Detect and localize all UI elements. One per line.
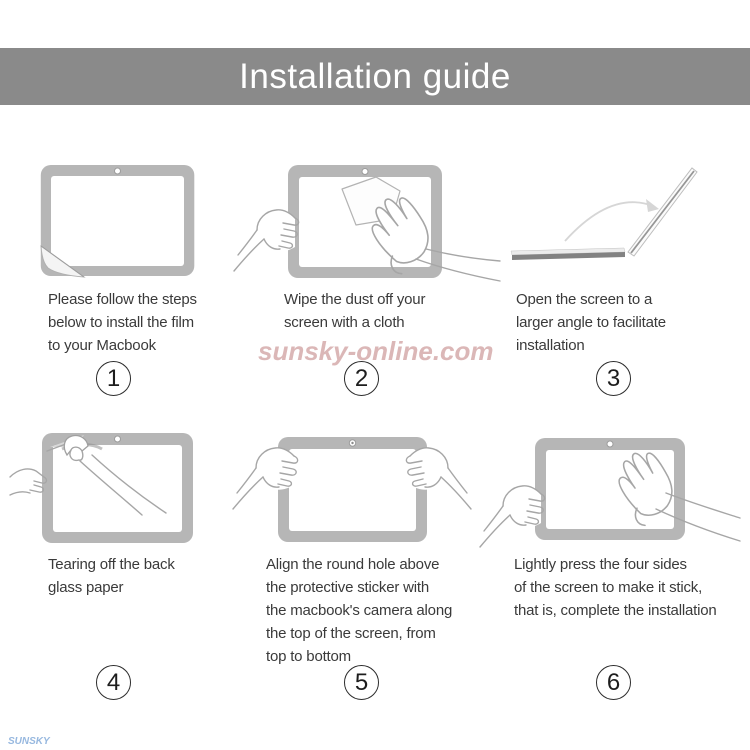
- camera-icon: [362, 169, 368, 175]
- step-1-number-badge: [96, 361, 131, 396]
- step-number: 2: [354, 364, 369, 392]
- step-6-caption: [514, 553, 716, 622]
- left-hand-icon: [480, 486, 545, 547]
- header-banner: [0, 48, 750, 105]
- align-film-illustration: [225, 415, 490, 550]
- watermark-text: sunsky-online.com: [258, 336, 494, 366]
- screen-edge-line: [631, 171, 694, 253]
- caption-line: Lightly press the four sides: [514, 556, 687, 573]
- step-number: 4: [106, 668, 121, 696]
- step-number: 5: [354, 668, 369, 696]
- sunsky-logo: SUNSKY: [8, 736, 50, 747]
- caption-line: the macbook's camera along: [266, 602, 453, 619]
- step-2-caption: [284, 288, 425, 334]
- caption-line: the top of the screen, from: [266, 625, 436, 642]
- caption-line: glass paper: [48, 579, 124, 596]
- caption-line: Open the screen to a: [516, 291, 653, 308]
- step-number: 3: [606, 364, 621, 392]
- page-title: Installation guide: [239, 56, 511, 96]
- left-hand-icon: [10, 469, 46, 495]
- step-5-number-badge: [344, 665, 379, 700]
- camera-dot: [351, 442, 353, 444]
- caption-line: top to bottom: [266, 648, 351, 665]
- step-6-number-badge: [596, 665, 631, 700]
- caption-line: Tearing off the back: [48, 556, 175, 573]
- tablet-screen: [289, 449, 416, 531]
- caption-line: larger angle to facilitate: [516, 314, 666, 331]
- camera-icon: [607, 441, 613, 447]
- step-4-caption: [48, 553, 175, 599]
- arrowhead-icon: [646, 199, 659, 212]
- tablet-screen: [51, 176, 184, 266]
- caption-line: installation: [516, 337, 585, 354]
- step-1-caption: [48, 288, 197, 357]
- caption-line: below to install the film: [48, 314, 194, 331]
- caption-line: screen with a cloth: [284, 314, 405, 331]
- wipe-screen-illustration: [250, 145, 500, 285]
- tear-back-paper-illustration: [10, 415, 240, 550]
- caption-line: Wipe the dust off your: [284, 291, 426, 308]
- open-laptop-illustration: [495, 150, 710, 275]
- macbook-film-peel-illustration: [40, 163, 195, 285]
- caption-line: the protective sticker with: [266, 579, 429, 596]
- step-3-caption: [516, 288, 666, 357]
- step-5-caption: [266, 553, 452, 668]
- caption-line: Align the round hole above: [266, 556, 440, 573]
- press-sides-illustration: [470, 415, 740, 550]
- tablet-screen: [53, 445, 182, 532]
- step-3-number-badge: [596, 361, 631, 396]
- open-arrow-icon: [565, 202, 653, 241]
- step-4-number-badge: [96, 665, 131, 700]
- caption-line: to your Macbook: [48, 337, 156, 354]
- caption-line: Please follow the steps: [48, 291, 197, 308]
- caption-line: that is, complete the installation: [514, 602, 717, 619]
- camera-icon: [115, 168, 121, 174]
- caption-line: of the screen to make it stick,: [514, 579, 703, 596]
- step-number: 6: [606, 668, 621, 696]
- camera-icon: [115, 436, 121, 442]
- step-number: 1: [106, 364, 121, 392]
